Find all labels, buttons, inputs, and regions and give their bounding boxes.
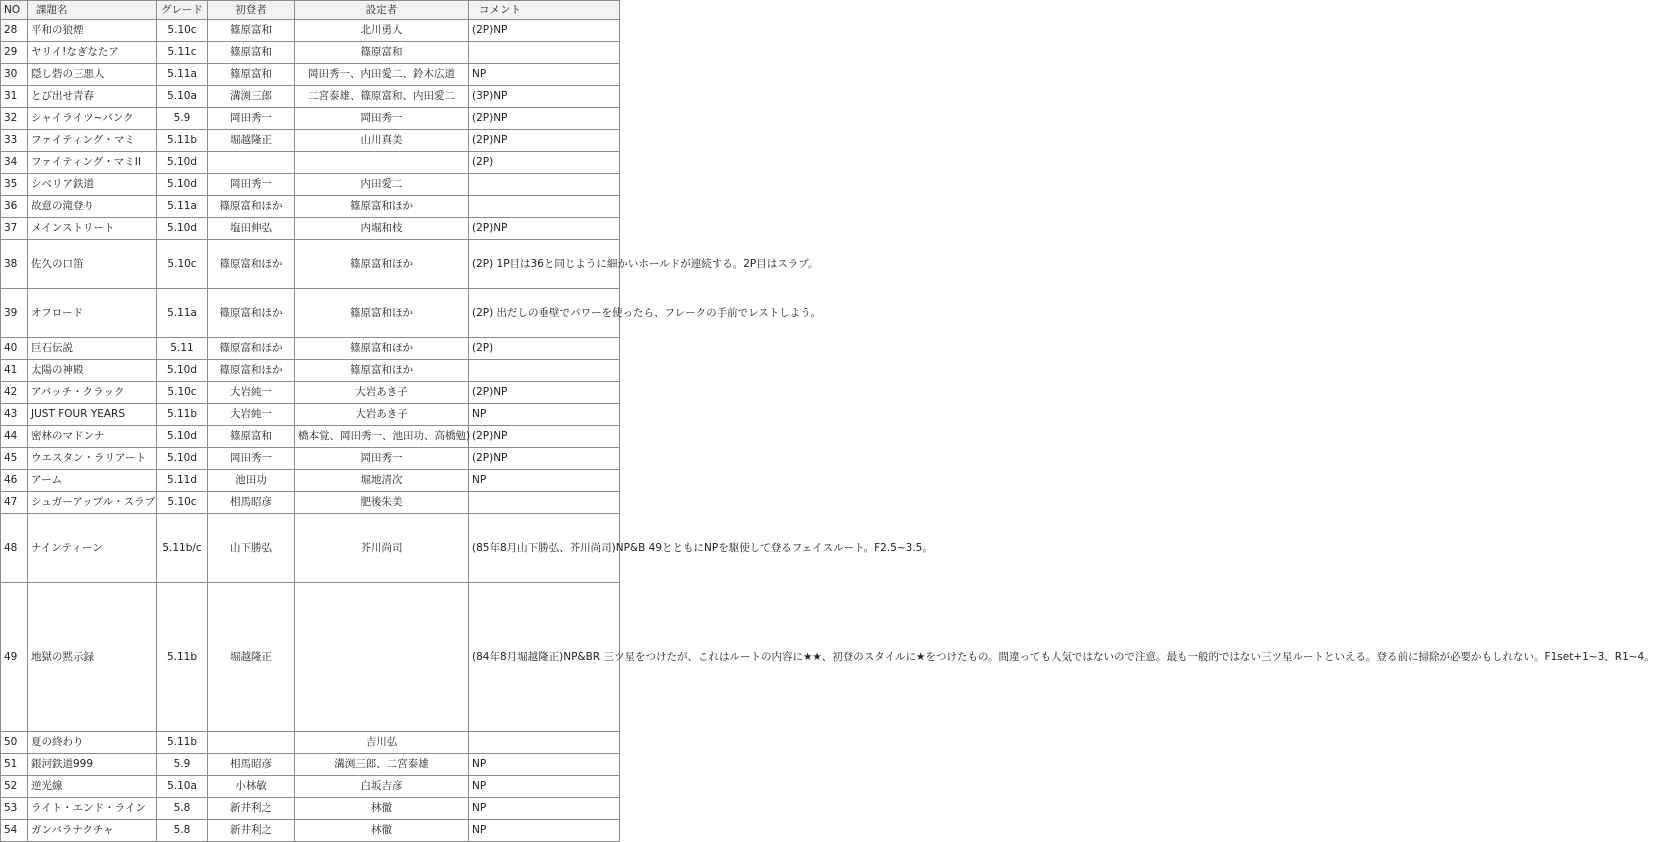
route-grade: 5.10c: [157, 382, 208, 404]
first-ascent: 池田功: [208, 470, 295, 492]
route-grade: 5.8: [157, 820, 208, 842]
route-comment: [469, 174, 620, 196]
route-setter: 大岩あき子: [295, 382, 469, 404]
route-comment: NP: [469, 404, 620, 426]
first-ascent: 篠原富和ほか: [208, 360, 295, 382]
table-body: [1, 20, 1655, 842]
route-setter: 山川真美: [295, 130, 469, 152]
route-name: アパッチ・クラック: [28, 382, 157, 404]
row-no: 32: [1, 108, 28, 130]
route-grade: 5.11a: [157, 196, 208, 218]
route-grade: 5.8: [157, 798, 208, 820]
first-ascent: 相馬昭彦: [208, 754, 295, 776]
route-comment: [469, 360, 620, 382]
route-setter: 篠原富和ほか: [295, 360, 469, 382]
route-name: ファイティング・マミII: [28, 152, 157, 174]
table-row: [1, 470, 620, 492]
row-no: 49: [1, 583, 28, 732]
route-grade: 5.10d: [157, 448, 208, 470]
route-grade: 5.11b: [157, 404, 208, 426]
table-row: [1, 338, 620, 360]
header-name: 課題名: [28, 1, 157, 20]
route-setter: 堀地清次: [295, 470, 469, 492]
table-row: [1, 754, 620, 776]
route-grade: 5.10c: [157, 20, 208, 42]
route-comment: (2P): [469, 338, 620, 360]
route-name: ヤリイ!なぎなたア: [28, 42, 157, 64]
row-no: 31: [1, 86, 28, 108]
table-row: [1, 20, 620, 42]
row-no: 38: [1, 240, 28, 289]
table-row: [1, 514, 620, 583]
route-comment: NP: [469, 820, 620, 842]
route-name: シャイライツ~パンク: [28, 108, 157, 130]
route-comment: (2P)NP: [469, 426, 620, 448]
route-setter: 林徹: [295, 798, 469, 820]
first-ascent: 大岩純一: [208, 404, 295, 426]
route-name: ガンバラナクチャ: [28, 820, 157, 842]
first-ascent: 篠原富和: [208, 42, 295, 64]
table-row: [1, 732, 620, 754]
route-name: 太陽の神殿: [28, 360, 157, 382]
route-comment: (2P): [469, 152, 620, 174]
route-comment: NP: [469, 798, 620, 820]
route-name: シベリア鉄道: [28, 174, 157, 196]
header-grade: グレード: [157, 1, 208, 20]
route-grade: 5.9: [157, 108, 208, 130]
table-row: [1, 360, 620, 382]
route-grade: 5.10d: [157, 426, 208, 448]
first-ascent: 岡田秀一: [208, 174, 295, 196]
route-setter: 橋本覚、岡田秀一、池田功、高橋勉): [295, 426, 469, 448]
first-ascent: 篠原富和ほか: [208, 196, 295, 218]
first-ascent: 岡田秀一: [208, 448, 295, 470]
row-no: 37: [1, 218, 28, 240]
first-ascent: 篠原富和ほか: [208, 289, 295, 338]
table-row: [1, 174, 620, 196]
row-no: 35: [1, 174, 28, 196]
table-row: [1, 798, 620, 820]
first-ascent: [208, 152, 295, 174]
row-no: 53: [1, 798, 28, 820]
route-setter: 芥川尚司: [295, 514, 469, 583]
first-ascent: [208, 732, 295, 754]
first-ascent: 新井利之: [208, 820, 295, 842]
table-row: [1, 448, 620, 470]
first-ascent: 新井利之: [208, 798, 295, 820]
route-name: とび出せ青春: [28, 86, 157, 108]
route-setter: 内堀和枝: [295, 218, 469, 240]
route-comment: (2P)NP: [469, 108, 620, 130]
route-setter: 岡田秀一: [295, 448, 469, 470]
route-comment: [469, 196, 620, 218]
route-grade: 5.10c: [157, 492, 208, 514]
route-name: ナインティーン: [28, 514, 157, 583]
route-comment: [469, 732, 620, 754]
route-name: 佐久の口笛: [28, 240, 157, 289]
route-setter: [295, 583, 469, 732]
first-ascent: 篠原富和: [208, 20, 295, 42]
route-name: アーム: [28, 470, 157, 492]
route-grade: 5.9: [157, 754, 208, 776]
row-no: 40: [1, 338, 28, 360]
table-row: [1, 404, 620, 426]
row-no: 41: [1, 360, 28, 382]
route-setter: [295, 152, 469, 174]
route-name: メインストリート: [28, 218, 157, 240]
route-comment: (85年8月山下勝弘、芥川尚司)NP&B 49とともにNPを駆使して登るフェイスルート。F2.5~3.5。: [469, 514, 620, 583]
row-no: 52: [1, 776, 28, 798]
route-grade: 5.10a: [157, 776, 208, 798]
route-setter: 大岩あき子: [295, 404, 469, 426]
route-comment: (2P)NP: [469, 130, 620, 152]
table-row: [1, 583, 620, 732]
route-name: シュガーアップル・スラブ: [28, 492, 157, 514]
route-grade: 5.11a: [157, 64, 208, 86]
row-no: 34: [1, 152, 28, 174]
table-row: [1, 42, 620, 64]
route-setter: 篠原富和ほか: [295, 289, 469, 338]
route-comment: [469, 492, 620, 514]
first-ascent: 山下勝弘: [208, 514, 295, 583]
route-setter: 岡田秀一、内田愛二、鈴木広道: [295, 64, 469, 86]
route-name: 平和の狼煙: [28, 20, 157, 42]
table-row: [1, 64, 620, 86]
route-name: 故意の滝登り: [28, 196, 157, 218]
row-no: 50: [1, 732, 28, 754]
route-grade: 5.10d: [157, 174, 208, 196]
header-first-ascent: 初登者: [208, 1, 295, 20]
route-name: 巨石伝説: [28, 338, 157, 360]
route-setter: 林徹: [295, 820, 469, 842]
route-grade: 5.11b: [157, 130, 208, 152]
route-grade: 5.11b: [157, 732, 208, 754]
row-no: 39: [1, 289, 28, 338]
row-no: 46: [1, 470, 28, 492]
route-grade: 5.11d: [157, 470, 208, 492]
route-name: 隠し砦の三悪人: [28, 64, 157, 86]
route-comment: (2P)NP: [469, 20, 620, 42]
route-setter: 内田愛二: [295, 174, 469, 196]
route-setter: 岡田秀一: [295, 108, 469, 130]
route-comment: NP: [469, 776, 620, 798]
route-grade: 5.10c: [157, 240, 208, 289]
row-no: 51: [1, 754, 28, 776]
route-grade: 5.11c: [157, 42, 208, 64]
first-ascent: 堀越隆正: [208, 583, 295, 732]
route-name: ファイティング・マミ: [28, 130, 157, 152]
route-grade: 5.10a: [157, 86, 208, 108]
route-grade: 5.10d: [157, 360, 208, 382]
row-no: 30: [1, 64, 28, 86]
route-grade: 5.10d: [157, 152, 208, 174]
table-row: [1, 492, 620, 514]
first-ascent: 溝渕三郎: [208, 86, 295, 108]
table-row: [1, 776, 620, 798]
route-setter: 篠原富和ほか: [295, 196, 469, 218]
route-name: JUST FOUR YEARS: [28, 404, 157, 426]
route-comment: NP: [469, 754, 620, 776]
table-row: [1, 289, 620, 338]
first-ascent: 相馬昭彦: [208, 492, 295, 514]
table-row: [1, 152, 620, 174]
route-setter: 篠原富和ほか: [295, 240, 469, 289]
route-setter: 篠原富和: [295, 42, 469, 64]
route-setter: 肥後朱美: [295, 492, 469, 514]
route-name: ライト・エンド・ライン: [28, 798, 157, 820]
route-setter: 篠原富和ほか: [295, 338, 469, 360]
route-comment: (84年8月堀越隆正)NP&BR 三ツ星をつけたが、これはルートの内容に★★、初登のスタイルに★をつけたもの。間違っても人気ではないので注意。最も一般的ではない三ツ星ルートといえる。登る前に掃除が必要かもしれない。F1set+1~3、R1~4。: [469, 583, 620, 732]
row-no: 44: [1, 426, 28, 448]
route-setter: 溝渕三郎、二宮泰雄: [295, 754, 469, 776]
table-row: [1, 218, 620, 240]
route-comment: (2P) 1P目は36と同じように細かいホールドが連続する。2P目はスラブ。: [469, 240, 620, 289]
table-row: [1, 426, 620, 448]
first-ascent: 篠原富和ほか: [208, 240, 295, 289]
route-name: 銀河鉄道999: [28, 754, 157, 776]
header-no: NO: [1, 1, 28, 20]
first-ascent: 大岩純一: [208, 382, 295, 404]
route-name: ウエスタン・ラリアート: [28, 448, 157, 470]
route-grade: 5.11a: [157, 289, 208, 338]
route-setter: 白坂吉彦: [295, 776, 469, 798]
route-grade: 5.11b/c: [157, 514, 208, 583]
route-comment: [469, 42, 620, 64]
route-setter: 二宮泰雄、篠原富和、内田愛二: [295, 86, 469, 108]
route-setter: 北川勇人: [295, 20, 469, 42]
table-row: [1, 108, 620, 130]
route-comment: (2P) 出だしの垂壁でパワーを使ったら、フレークの手前でレストしよう。: [469, 289, 620, 338]
route-name: 逆光線: [28, 776, 157, 798]
route-comment: (2P)NP: [469, 448, 620, 470]
table-row: [1, 130, 620, 152]
first-ascent: 篠原富和ほか: [208, 338, 295, 360]
row-no: 36: [1, 196, 28, 218]
route-name: 密林のマドンナ: [28, 426, 157, 448]
first-ascent: 岡田秀一: [208, 108, 295, 130]
table-row: [1, 820, 620, 842]
route-name: 夏の終わり: [28, 732, 157, 754]
row-no: 42: [1, 382, 28, 404]
first-ascent: 小林敏: [208, 776, 295, 798]
route-name: オフロード: [28, 289, 157, 338]
route-comment: (2P)NP: [469, 382, 620, 404]
route-comment: (2P)NP: [469, 218, 620, 240]
row-no: 54: [1, 820, 28, 842]
route-name: 地獄の黙示録: [28, 583, 157, 732]
header-comment: コメント: [469, 1, 620, 20]
table-row: [1, 382, 620, 404]
row-no: 28: [1, 20, 28, 42]
header-setter: 設定者: [295, 1, 469, 20]
first-ascent: 堀越隆正: [208, 130, 295, 152]
route-comment: NP: [469, 64, 620, 86]
row-no: 33: [1, 130, 28, 152]
route-setter: 吉川弘: [295, 732, 469, 754]
route-grade: 5.10d: [157, 218, 208, 240]
route-comment: (3P)NP: [469, 86, 620, 108]
table-header-row: [1, 1, 620, 20]
row-no: 48: [1, 514, 28, 583]
table-row: [1, 86, 620, 108]
route-comment: NP: [469, 470, 620, 492]
row-no: 43: [1, 404, 28, 426]
route-grade: 5.11b: [157, 583, 208, 732]
first-ascent: 篠原富和: [208, 426, 295, 448]
first-ascent: 塩田伸弘: [208, 218, 295, 240]
route-grade: 5.11: [157, 338, 208, 360]
row-no: 45: [1, 448, 28, 470]
row-no: 29: [1, 42, 28, 64]
table-row: [1, 196, 620, 218]
first-ascent: 篠原富和: [208, 64, 295, 86]
table-row: [1, 240, 620, 289]
row-no: 47: [1, 492, 28, 514]
